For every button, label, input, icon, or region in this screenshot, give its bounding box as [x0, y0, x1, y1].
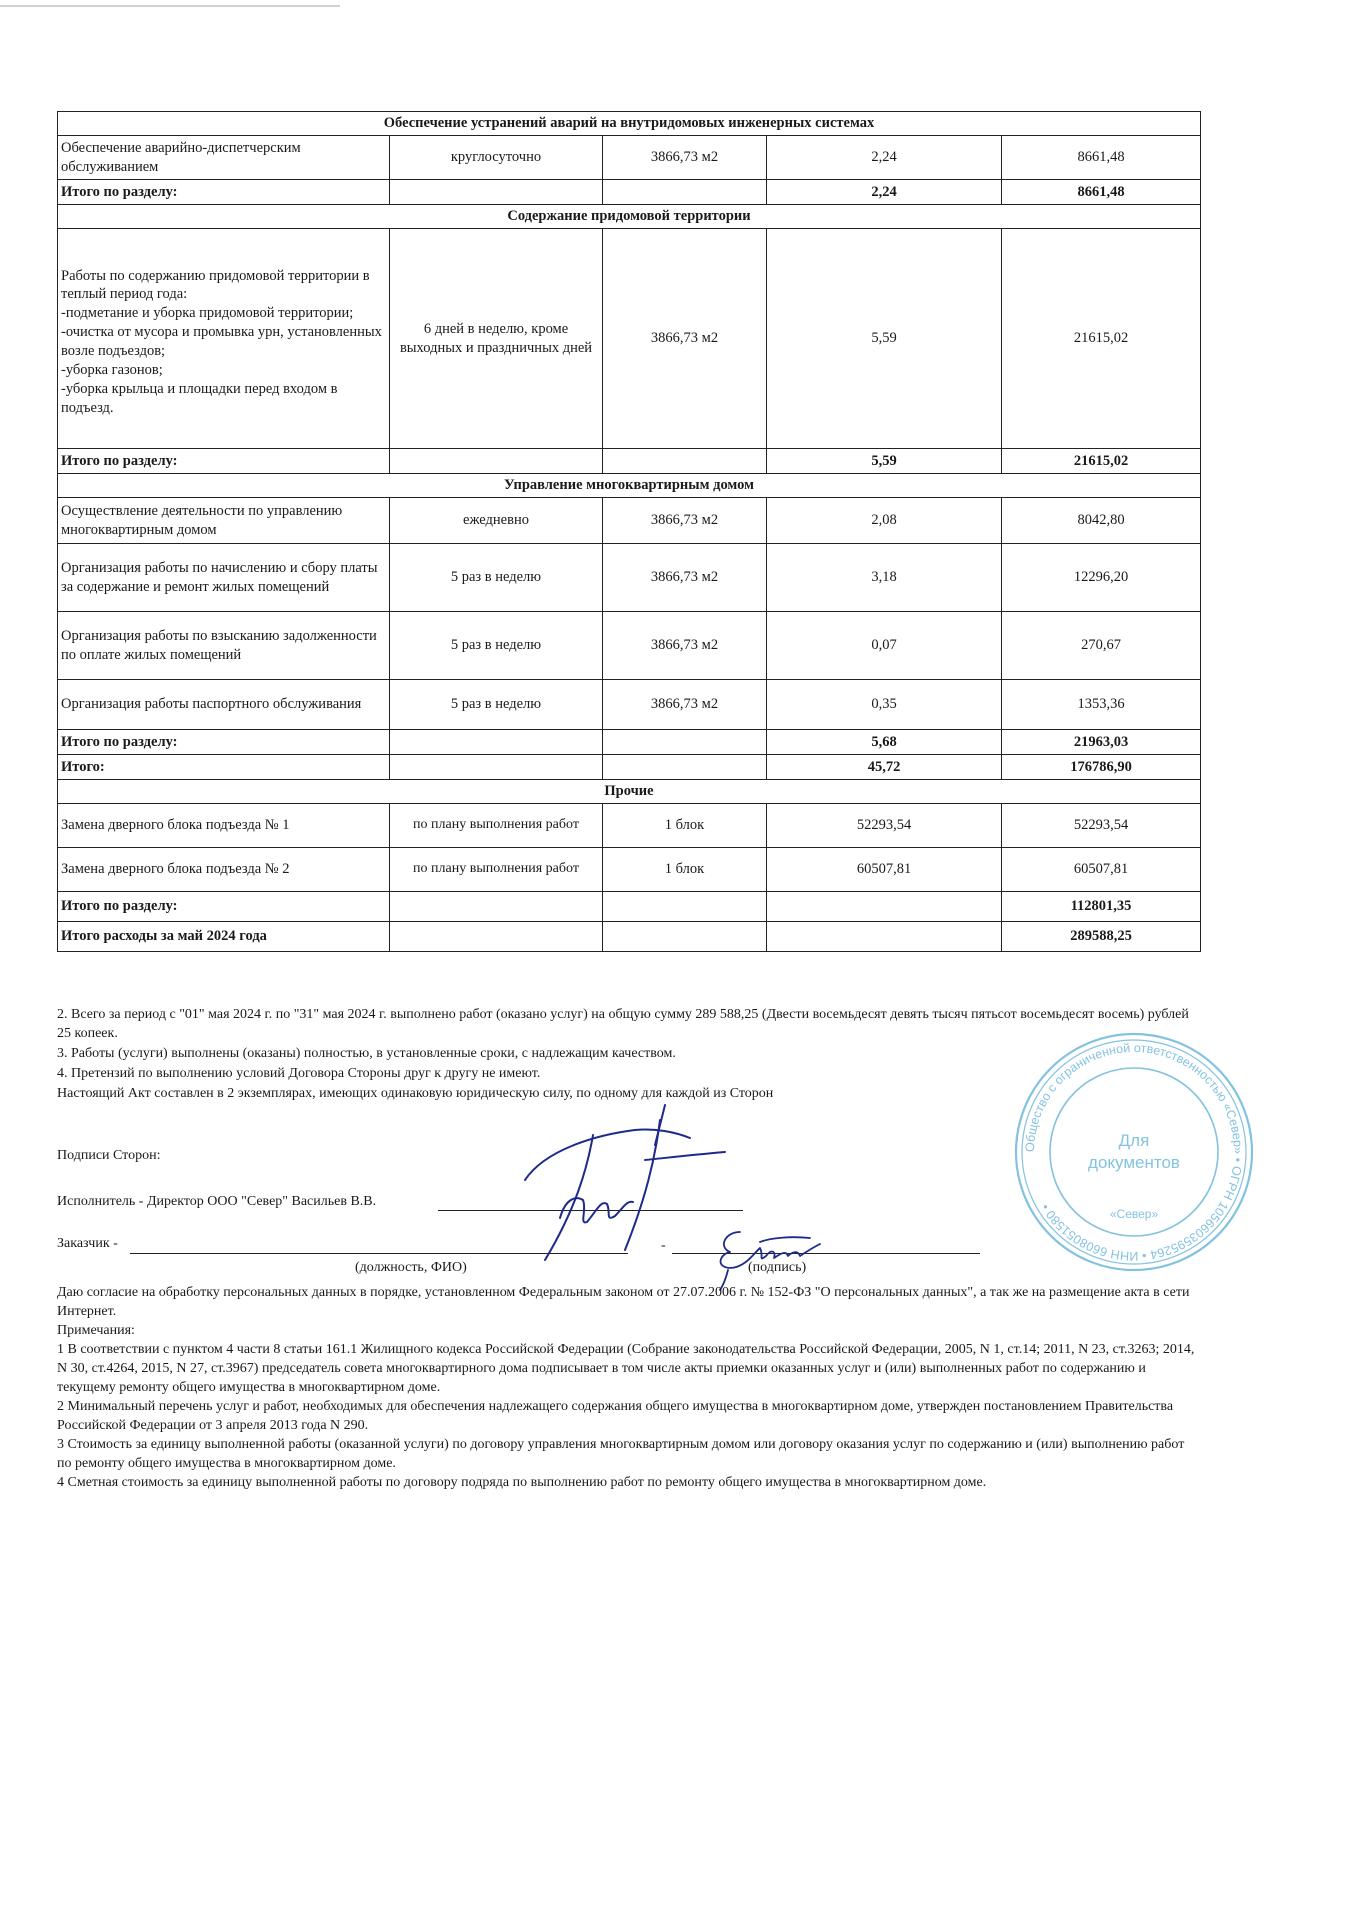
services-table: [57, 111, 1201, 952]
table-row: [58, 136, 1201, 180]
remark-item: 4 Сметная стоимость за единицу выполненной работы по договору подряда по выполнению работ по ремонту общего имущества в многоквартирном доме.: [57, 1475, 987, 1491]
section-total-row: [58, 730, 1201, 755]
empty-cell: [603, 730, 767, 755]
table-row: [58, 680, 1201, 730]
service-sum: 21615,02: [1002, 229, 1201, 449]
total-rate: 5,59: [767, 449, 1002, 474]
section-header: [58, 474, 1201, 498]
service-name: Работы по содержанию придомовой территории в теплый период года: -подметание и уборка придомовой территории; -очистка от мусора и промывка урн, установленных возле подъездов; -уборка газонов; -уборка крыльца и площадки перед входом в подъезд.: [58, 229, 390, 449]
section-header: [58, 112, 1201, 136]
service-name: Организация работы по взысканию задолженности по оплате жилых помещений: [58, 612, 390, 680]
final-total-row: [58, 922, 1201, 952]
service-frequency: по плану выполнения работ: [390, 848, 603, 892]
company-stamp: [1010, 1028, 1258, 1276]
service-frequency: 5 раз в неделю: [390, 680, 603, 730]
scan-edge-line: [0, 5, 340, 7]
grand-total-rate: 45,72: [767, 755, 1002, 780]
empty-cell: [603, 755, 767, 780]
customer-signature: [700, 1222, 830, 1292]
stamp-center-text: Для документов: [1088, 1131, 1180, 1172]
service-rate: 60507,81: [767, 848, 1002, 892]
service-sum: 60507,81: [1002, 848, 1201, 892]
service-frequency: ежедневно: [390, 498, 603, 544]
empty-cell: [603, 449, 767, 474]
section-title: Обеспечение устранений аварий на внутридомовых инженерных системах: [58, 112, 1201, 136]
total-sum: 21963,03: [1002, 730, 1201, 755]
consent-block: [57, 1283, 1197, 1492]
note-copies: Настоящий Акт составлен в 2 экземплярах, имеющих одинаковую юридическую силу, по одному для каждой из Сторон: [57, 1086, 774, 1102]
service-rate: 3,18: [767, 544, 1002, 612]
final-total-sum: 289588,25: [1002, 922, 1201, 952]
service-rate: 5,59: [767, 229, 1002, 449]
svg-text:Общество с ограниченной ответс: [1023, 1041, 1245, 1263]
empty-cell: [390, 449, 603, 474]
executor-label: Исполнитель - Директор ООО "Север" Васильев В.В.: [57, 1194, 377, 1209]
total-rate: 5,68: [767, 730, 1002, 755]
table-row: [58, 804, 1201, 848]
remark-item: 2 Минимальный перечень услуг и работ, необходимых для обеспечения надлежащего содержания общего имущества в многоквартирном доме, утвержден постановлением Правительства Российской Федерации от 3 апреля 2013 года N 290.: [57, 1399, 1174, 1434]
service-rate: 0,35: [767, 680, 1002, 730]
empty-cell: [390, 755, 603, 780]
total-sum: 21615,02: [1002, 449, 1201, 474]
service-rate: 52293,54: [767, 804, 1002, 848]
service-sum: 52293,54: [1002, 804, 1201, 848]
note-total: 2. Всего за период с "01" мая 2024 г. по "31" мая 2024 г. выполнено работ (оказано услуг) на общую сумму 289 588,25 (Двести восемьдесят девять тысяч пятьсот восемьдесят восемь) рублей 25 копеек.: [57, 1007, 1189, 1042]
signature-dash: -: [661, 1238, 666, 1253]
empty-cell: [603, 922, 767, 952]
grand-total-label: Итого:: [58, 755, 390, 780]
service-name: Обеспечение аварийно-диспетчерским обслуживанием: [58, 136, 390, 180]
remark-item: 1 В соответствии с пунктом 4 части 8 статьи 161.1 Жилищного кодекса Российской Федерации (Собрание законодательства Российской Федерации, 2005, N 1, ст.14; 2011, N 23, ст.3263; 2014, N 30, ст.4264, 2015, N 27, ст.3967) председатель совета многоквартирного дома подписывает в том числе акты приемки оказанных услуг и (или) выполненных работ по содержанию и текущему ремонту общего имущества в многоквартирном доме.: [57, 1342, 1195, 1396]
empty-cell: [603, 180, 767, 205]
service-name: Организация работы по начислению и сбору платы за содержание и ремонт жилых помещений: [58, 544, 390, 612]
service-sum: 12296,20: [1002, 544, 1201, 612]
section-header: [58, 205, 1201, 229]
service-sum: 8042,80: [1002, 498, 1201, 544]
empty-cell: [603, 892, 767, 922]
service-sum: 1353,36: [1002, 680, 1201, 730]
note-claims: 4. Претензий по выполнению условий Договора Стороны друг к другу не имеют.: [57, 1066, 541, 1082]
service-rate: 2,24: [767, 136, 1002, 180]
service-area: 1 блок: [603, 804, 767, 848]
service-name: Осуществление деятельности по управлению многоквартирным домом: [58, 498, 390, 544]
section-title: Управление многоквартирным домом: [58, 474, 1201, 498]
service-rate: 0,07: [767, 612, 1002, 680]
stamp-ring-text: Общество с ограниченной ответственностью «Север» • ОГРН 1056603595264 • ИНН 6608051580 •: [1022, 1040, 1246, 1264]
service-sum: 270,67: [1002, 612, 1201, 680]
service-sum: 8661,48: [1002, 136, 1201, 180]
service-area: 3866,73 м2: [603, 229, 767, 449]
empty-cell: [390, 922, 603, 952]
customer-label: Заказчик -: [57, 1236, 118, 1251]
consent-text: Даю согласие на обработку персональных данных в порядке, установленном Федеральным законом от 27.07.2006 г. № 152-ФЗ "О персональных данных", а так же на размещение акта в сети Интернет.: [57, 1285, 1190, 1320]
total-label: Итого по разделу:: [58, 449, 390, 474]
empty-cell: [767, 892, 1002, 922]
empty-cell: [390, 892, 603, 922]
service-area: 3866,73 м2: [603, 680, 767, 730]
service-frequency: круглосуточно: [390, 136, 603, 180]
total-label: Итого по разделу:: [58, 180, 390, 205]
section-total-row: [58, 892, 1201, 922]
service-area: 1 блок: [603, 848, 767, 892]
service-rate: 2,08: [767, 498, 1002, 544]
service-name: Замена дверного блока подъезда № 2: [58, 848, 390, 892]
table-row: [58, 848, 1201, 892]
position-caption: (должность, ФИО): [355, 1260, 467, 1275]
stamp-city-text: «Север»: [1109, 1207, 1159, 1221]
total-sum: 112801,35: [1002, 892, 1201, 922]
section-total-row: [58, 449, 1201, 474]
section-total-row: [58, 180, 1201, 205]
remarks-title: Примечания:: [57, 1323, 135, 1339]
total-label: Итого по разделу:: [58, 892, 390, 922]
service-frequency: по плану выполнения работ: [390, 804, 603, 848]
section-title: Прочие: [58, 780, 1201, 804]
empty-cell: [390, 730, 603, 755]
service-name: Замена дверного блока подъезда № 1: [58, 804, 390, 848]
grand-total-row: [58, 755, 1201, 780]
empty-cell: [390, 180, 603, 205]
signatures-title: Подписи Сторон:: [57, 1148, 161, 1163]
service-area: 3866,73 м2: [603, 136, 767, 180]
table-row: [58, 612, 1201, 680]
empty-cell: [767, 922, 1002, 952]
final-total-label: Итого расходы за май 2024 года: [58, 922, 390, 952]
table-row: [58, 229, 1201, 449]
signature-caption: (подпись): [748, 1260, 807, 1275]
service-area: 3866,73 м2: [603, 498, 767, 544]
service-frequency: 5 раз в неделю: [390, 544, 603, 612]
grand-total-sum: 176786,90: [1002, 755, 1201, 780]
section-header: [58, 780, 1201, 804]
total-rate: 2,24: [767, 180, 1002, 205]
section-title: Содержание придомовой территории: [58, 205, 1201, 229]
service-frequency: 5 раз в неделю: [390, 612, 603, 680]
service-area: 3866,73 м2: [603, 544, 767, 612]
table-row: [58, 544, 1201, 612]
remark-item: 3 Стоимость за единицу выполненной работы (оказанной услуги) по договору управления многоквартирным домом или договору оказания услуг по содержанию и (или) выполнению работ по ремонту общего имущества в многоквартирном доме.: [57, 1437, 1185, 1472]
table-row: [58, 498, 1201, 544]
service-name: Организация работы паспортного обслуживания: [58, 680, 390, 730]
service-area: 3866,73 м2: [603, 612, 767, 680]
note-quality: 3. Работы (услуги) выполнены (оказаны) полностью, в установленные сроки, с надлежащим качеством.: [57, 1046, 676, 1062]
total-sum: 8661,48: [1002, 180, 1201, 205]
total-label: Итого по разделу:: [58, 730, 390, 755]
service-frequency: 6 дней в неделю, кроме выходных и праздничных дней: [390, 229, 603, 449]
